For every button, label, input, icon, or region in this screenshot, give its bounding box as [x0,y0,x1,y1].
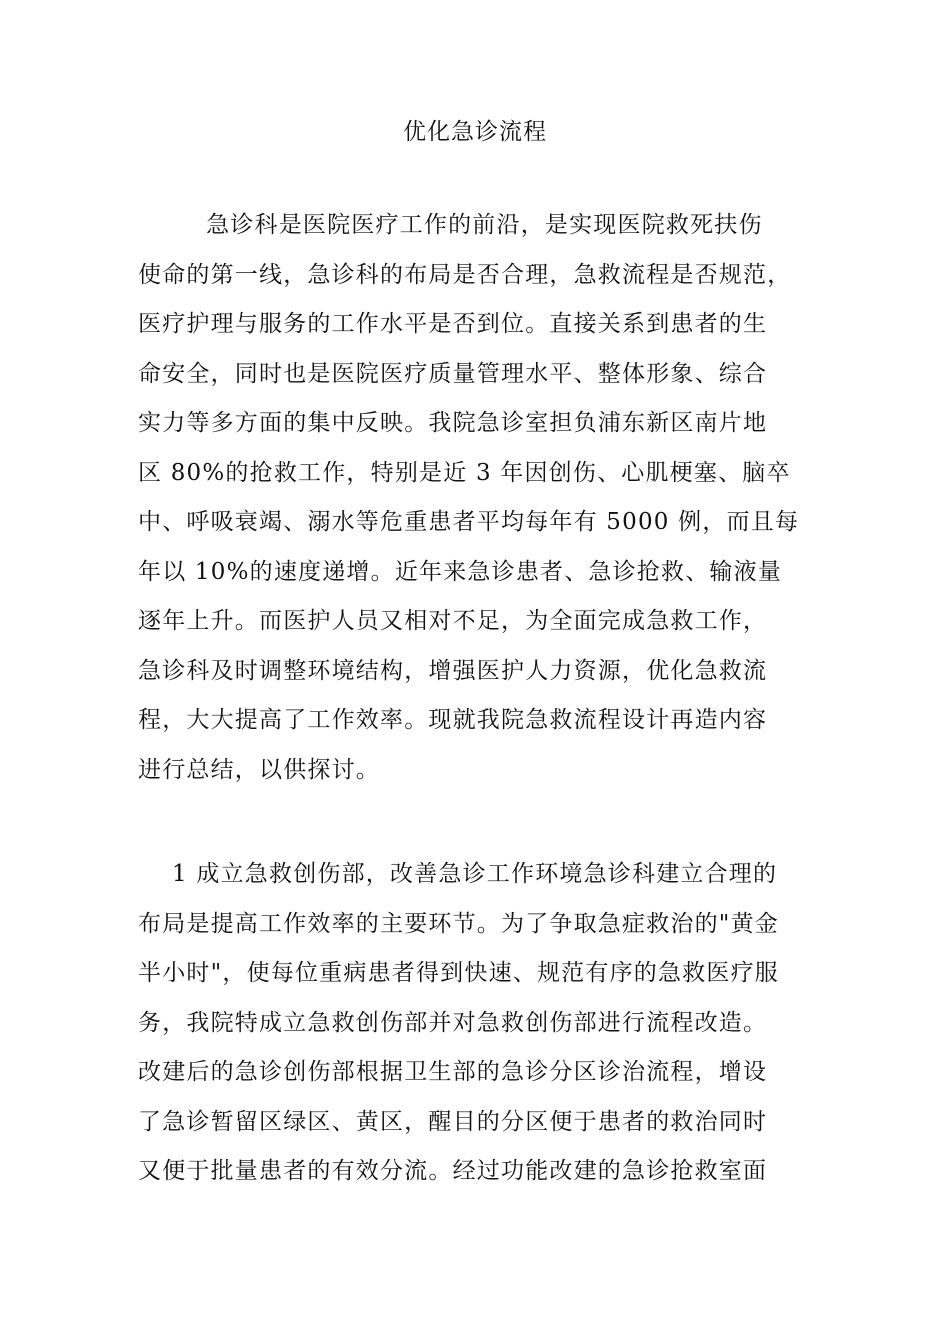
paragraph-line: 进行总结，以供探讨。 [138,756,380,783]
paragraph-line: 实力等多方面的集中反映。我院急诊室担负浦东新区南片地 [138,410,768,436]
document-title: 优化急诊流程 [403,119,547,145]
paragraph-line: 年以 10%的速度递增。近年来急诊患者、急诊抢救、输液量 [138,558,783,585]
paragraph-line: 务，我院特成立急救创伤部并对急救创伤部进行流程改造。 [138,1009,768,1036]
paragraph-line: 使命的第一线，急诊科的布局是否合理，急救流程是否规范， [138,261,792,288]
paragraph-line: 改建后的急诊创伤部根据卫生部的急诊分区诊治流程，增设 [138,1059,768,1085]
paragraph-line: 急诊科是医院医疗工作的前沿，是实现医院救死扶伤 [138,212,763,238]
paragraph-line: 半小时"，使每位重病患者得到快速、规范有序的急救医疗服 [138,960,779,986]
intro-paragraph [138,201,838,795]
paragraph-line: 又便于批量患者的有效分流。经过功能改建的急诊抢救室面 [138,1158,768,1184]
paragraph-line: 医疗护理与服务的工作水平是否到位。直接关系到患者的生 [138,311,768,337]
paragraph-line: 区 80%的抢救工作，特别是近 3 年因创伤、心肌梗塞、脑卒 [138,459,791,486]
paragraph-line: 1 成立急救创伤部，改善急诊工作环境急诊科建立合理的 [138,861,778,887]
paragraph-line: 命安全，同时也是医院医疗质量管理水平、整体形象、综合 [138,360,768,387]
paragraph-line: 了急诊暂留区绿区、黄区，醒目的分区便于患者的救治同时 [138,1108,768,1135]
paragraph-line: 程，大大提高了工作效率。现就我院急救流程设计再造内容 [138,707,768,733]
paragraph-line: 布局是提高工作效率的主要环节。为了争取急症救治的"黄金 [138,910,779,937]
section-1-paragraph [138,850,838,1197]
paragraph-line: 逐年上升。而医护人员又相对不足，为全面完成急救工作， [138,608,768,634]
paragraph-line: 急诊科及时调整环境结构，增强医护人力资源，优化急救流 [138,657,768,684]
paragraph-line: 中、呼吸衰竭、溺水等危重患者平均每年有 5000 例，而且每 [138,509,800,535]
